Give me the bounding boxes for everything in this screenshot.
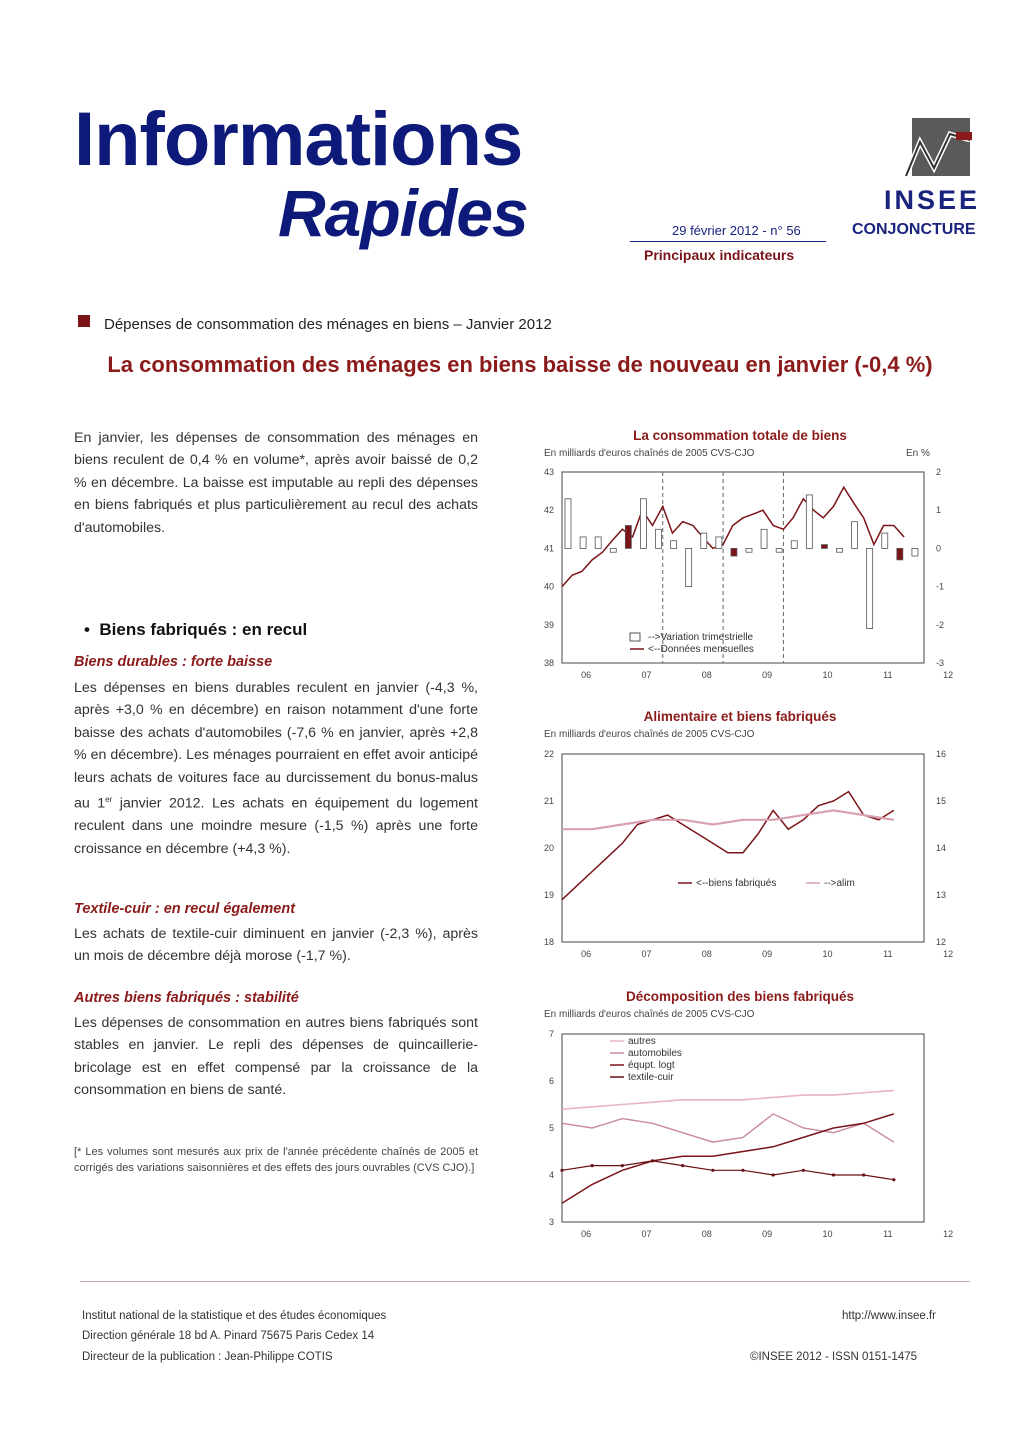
y-tick-label: 22 xyxy=(543,749,554,759)
chart3-title: Décomposition des biens fabriqués xyxy=(625,989,855,1004)
y-tick-label: 20 xyxy=(543,843,554,853)
x-tick-label: 10 xyxy=(822,949,833,959)
bar xyxy=(625,525,631,548)
bar xyxy=(686,548,692,586)
y2-tick-label: 2 xyxy=(936,467,942,477)
bar xyxy=(701,533,707,548)
bar xyxy=(806,495,812,548)
bar xyxy=(882,533,888,548)
x-tick-label: 09 xyxy=(762,949,773,959)
subsection-title: Autres biens fabriqués : stabilité xyxy=(74,990,299,1006)
x-tick-label: 07 xyxy=(641,949,652,959)
bar xyxy=(716,537,722,548)
data-point xyxy=(832,1173,835,1176)
chart1-unit-left: En milliards d'euros chaînés de 2005 CVS-CJO xyxy=(544,448,755,459)
y2-tick-label: 0 xyxy=(936,543,942,554)
bullet-icon: • xyxy=(84,620,100,639)
chart1-title: La consommation totale de biens xyxy=(633,428,847,443)
bar xyxy=(731,548,737,556)
text-part: Les dépenses en biens durables reculent en janvier (-4,3 %, après +3,0 % en décembre) en raison notamment d'une forte baisse des achats d'automobiles (-7,6 % en janvier, après +2,8 % en décembre). Les ménages pourraient en effet avoir anticipé leurs achats de voitures face au durcissement du bonus-malus au 1 xyxy=(74,680,478,812)
data-point xyxy=(802,1169,805,1172)
footer-rule xyxy=(80,1281,970,1282)
bar xyxy=(595,537,601,548)
y-tick-label: 42 xyxy=(543,505,554,516)
x-tick-label: 08 xyxy=(701,670,712,680)
x-tick-label: 07 xyxy=(641,1229,652,1239)
legend-label: textile-cuir xyxy=(628,1072,674,1083)
subsection-text xyxy=(74,677,478,860)
header-rule xyxy=(630,241,826,242)
plot-frame xyxy=(562,1034,924,1222)
section-heading-text: Biens fabriqués : en recul xyxy=(99,620,308,639)
data-point xyxy=(711,1169,714,1172)
title-rapides: Rapides xyxy=(278,176,528,250)
subsection-text: Les dépenses de consommation en autres biens fabriqués sont stables en janvier. Le repli des dépenses de quincaillerie-bricolage est en effet compensé par la croissance de la consommation en biens de santé. xyxy=(74,1015,478,1099)
y2-tick-label: -1 xyxy=(936,581,945,592)
legend-swatch xyxy=(630,633,640,641)
x-tick-label: 09 xyxy=(762,1229,773,1239)
footer-institute: Institut national de la statistique et des études économiques xyxy=(82,1310,387,1322)
data-point xyxy=(772,1173,775,1176)
chart1-unit-right: En % xyxy=(906,448,930,459)
x-tick-label: 07 xyxy=(641,670,652,680)
subsection-title: Textile-cuir : en recul également xyxy=(74,901,296,917)
bar xyxy=(761,529,767,548)
y2-tick-label: -2 xyxy=(936,619,945,630)
legend-label: -->Variation trimestrielle xyxy=(648,632,754,643)
bar xyxy=(580,537,586,548)
footer-url[interactable]: http://www.insee.fr xyxy=(842,1310,936,1322)
x-tick-label: 08 xyxy=(701,1229,712,1239)
y-tick-label: 6 xyxy=(548,1076,554,1086)
footer-director: Directeur de la publication : Jean-Philippe COTIS xyxy=(82,1351,333,1363)
y-tick-label: 39 xyxy=(543,619,554,630)
legend-label: automobiles xyxy=(628,1048,682,1059)
bar xyxy=(912,548,918,556)
x-tick-label: 09 xyxy=(762,670,773,680)
subsection-text: Les achats de textile-cuir diminuent en janvier (-2,3 %), après un mois de décembre déjà morose (-1,7 %). xyxy=(74,926,478,965)
x-tick-label: 10 xyxy=(822,1229,833,1239)
series-line xyxy=(562,1161,894,1180)
data-point xyxy=(621,1164,624,1167)
series-line xyxy=(562,1090,894,1109)
bar xyxy=(837,548,843,552)
x-tick-label: 12 xyxy=(943,949,954,959)
x-tick-label: 06 xyxy=(581,1229,592,1239)
surtitle-square-icon xyxy=(78,315,90,327)
data-point xyxy=(651,1159,654,1162)
bar xyxy=(867,548,873,628)
title-informations: Informations xyxy=(74,97,523,182)
subsection-title: Biens durables : forte baisse xyxy=(74,654,273,670)
y2-tick-label: 13 xyxy=(936,890,947,900)
bar xyxy=(746,548,752,552)
footer-address: Direction générale 18 bd A. Pinard 75675 Paris Cedex 14 xyxy=(82,1330,375,1342)
series-label: Principaux indicateurs xyxy=(644,247,795,263)
y-tick-label: 7 xyxy=(548,1029,554,1039)
text-part: janvier 2012. Les achats en équipement du logement reculent dans une moindre mesure (-1,5 %) après une forte croissance en décembre (+4,3 %). xyxy=(74,795,478,857)
y2-tick-label: -3 xyxy=(936,658,945,668)
bar xyxy=(852,522,858,549)
methodology-note: [* Les volumes sont mesurés aux prix de l'année précédente chaînés de 2005 et corrigés des variations saisonnières et des effets des jours ouvrables (CVS CJO).] xyxy=(74,1146,478,1174)
data-point xyxy=(560,1169,563,1172)
bar xyxy=(656,529,662,548)
legend-label: équpt. logt xyxy=(628,1060,675,1071)
legend-label: <--Données mensuelles xyxy=(648,644,754,655)
chart-decomposition xyxy=(530,1022,960,1244)
bar xyxy=(610,548,616,552)
headline: La consommation des ménages en biens baisse de nouveau en janvier (-0,4 %) xyxy=(107,352,933,377)
data-point xyxy=(591,1164,594,1167)
y-tick-label: 5 xyxy=(548,1123,554,1133)
series-line xyxy=(562,1114,894,1203)
insee-wordmark: INSEE xyxy=(884,185,981,215)
data-point xyxy=(862,1173,865,1176)
y2-tick-label: 1 xyxy=(936,505,942,516)
x-tick-label: 11 xyxy=(883,1229,893,1239)
series-line xyxy=(562,1114,894,1142)
y-tick-label: 43 xyxy=(543,467,554,477)
intro-paragraph: En janvier, les dépenses de consommation des ménages en biens reculent de 0,4 % en volume*, après avoir baissé de 0,2 % en décembre. La baisse est imputable au repli des dépenses en biens fabriqués et plus particulièrement au recul des achats d'automobiles. xyxy=(74,430,478,536)
y-tick-label: 4 xyxy=(548,1170,554,1180)
x-tick-label: 10 xyxy=(822,670,833,680)
y-tick-label: 40 xyxy=(543,581,554,592)
bar xyxy=(640,499,646,549)
y-tick-label: 38 xyxy=(543,658,554,668)
chart2-unit-left: En milliards d'euros chaînés de 2005 CVS-CJO xyxy=(544,729,755,740)
issue-date: 29 février 2012 - n° 56 xyxy=(672,223,801,238)
bar xyxy=(671,541,677,549)
bar xyxy=(565,499,571,549)
x-tick-label: 12 xyxy=(943,1229,954,1239)
chart-alimentaire-fabriques xyxy=(530,742,960,964)
chart-consommation-totale xyxy=(530,460,960,685)
x-tick-label: 11 xyxy=(883,670,893,680)
bar xyxy=(776,548,782,552)
x-tick-label: 08 xyxy=(701,949,712,959)
chart2-title: Alimentaire et biens fabriqués xyxy=(643,709,837,724)
series-line xyxy=(562,810,894,829)
legend-label: -->alim xyxy=(824,878,855,889)
data-point xyxy=(892,1178,895,1181)
category-label: CONJONCTURE xyxy=(852,221,976,238)
y2-tick-label: 12 xyxy=(936,937,947,947)
section-heading xyxy=(84,620,307,640)
y2-tick-label: 15 xyxy=(936,796,947,806)
chart3-unit-left: En milliards d'euros chaînés de 2005 CVS-CJO xyxy=(544,1009,755,1020)
x-tick-label: 11 xyxy=(883,949,893,959)
y2-tick-label: 14 xyxy=(936,843,947,853)
y-tick-label: 41 xyxy=(543,543,554,554)
data-point xyxy=(681,1164,684,1167)
bar xyxy=(821,545,827,549)
y-tick-label: 18 xyxy=(543,937,554,947)
y-tick-label: 3 xyxy=(548,1217,554,1227)
x-tick-label: 06 xyxy=(581,670,592,680)
x-tick-label: 12 xyxy=(943,670,954,680)
y-tick-label: 21 xyxy=(543,796,554,806)
legend-label: <--biens fabriqués xyxy=(696,878,777,889)
footer-copyright: ©INSEE 2012 - ISSN 0151-1475 xyxy=(750,1351,918,1363)
x-tick-label: 06 xyxy=(581,949,592,959)
y-tick-label: 19 xyxy=(543,890,554,900)
bar xyxy=(897,548,903,559)
y2-tick-label: 16 xyxy=(936,749,947,759)
superscript: er xyxy=(105,795,113,805)
legend-label: autres xyxy=(628,1036,656,1047)
surtitle: Dépenses de consommation des ménages en biens – Janvier 2012 xyxy=(104,316,552,333)
bar xyxy=(791,541,797,549)
data-point xyxy=(741,1169,744,1172)
